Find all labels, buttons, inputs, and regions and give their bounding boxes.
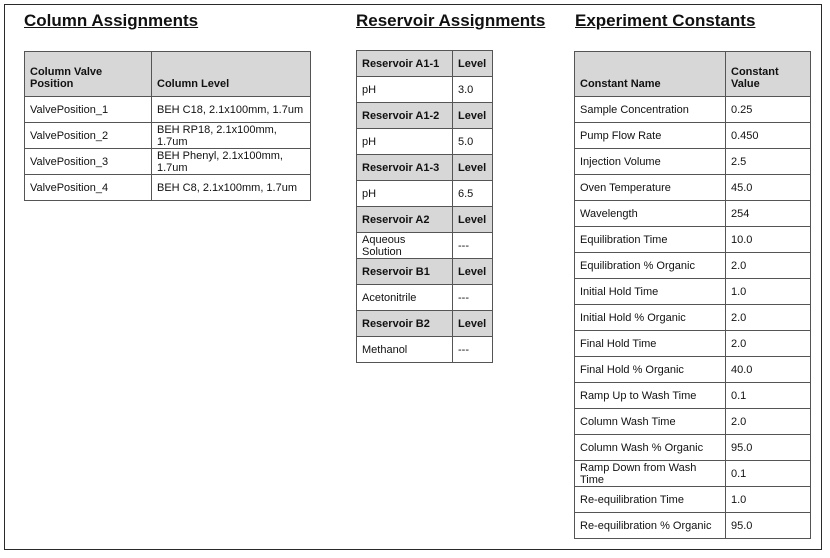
table-row [357,129,493,155]
table-row [575,97,811,123]
table-row [575,487,811,513]
reservoir-assignments-title: Reservoir Assignments [356,11,546,30]
reservoir-item-cell: Methanol [357,337,453,363]
table-row [357,233,493,259]
constant-value-cell: 0.1 [726,461,811,487]
table-row [357,181,493,207]
reservoir-header-row [357,155,493,181]
column-header: Column Level [152,52,311,97]
table-header-row [575,52,811,97]
constant-value-cell: 95.0 [726,513,811,539]
reservoir-name-header: Reservoir B1 [357,259,453,285]
constant-value-cell: 1.0 [726,487,811,513]
level-header: Level [453,207,493,233]
column-header: Column Valve Position [25,52,152,97]
reservoir-name-header: Reservoir A2 [357,207,453,233]
constant-name-cell: Ramp Up to Wash Time [575,383,726,409]
constant-value-cell: 10.0 [726,227,811,253]
table-row [575,513,811,539]
column-level-cell: BEH Phenyl, 2.1x100mm, 1.7um [152,149,311,175]
constant-value-cell: 0.1 [726,383,811,409]
reservoir-assignments-table [356,50,493,363]
constant-value-cell: 0.25 [726,97,811,123]
table-row [575,201,811,227]
table-row [25,123,311,149]
constant-name-cell: Equilibration Time [575,227,726,253]
reservoir-level-cell: 6.5 [453,181,493,207]
table-row [575,461,811,487]
experiment-constants-title: Experiment Constants [575,11,756,30]
reservoir-level-cell: --- [453,233,493,259]
reservoir-header-row [357,259,493,285]
table-row [575,357,811,383]
reservoir-item-cell: pH [357,77,453,103]
table-row [575,123,811,149]
reservoir-header-row [357,207,493,233]
reservoir-name-header: Reservoir A1-2 [357,103,453,129]
constant-value-cell: 95.0 [726,435,811,461]
table-row [575,279,811,305]
valve-position-cell: ValvePosition_1 [25,97,152,123]
constant-name-cell: Oven Temperature [575,175,726,201]
column-level-cell: BEH C8, 2.1x100mm, 1.7um [152,175,311,201]
table-row [25,175,311,201]
constant-name-cell: Wavelength [575,201,726,227]
constant-value-cell: 2.0 [726,253,811,279]
level-header: Level [453,311,493,337]
table-row [575,383,811,409]
column-assignments-title: Column Assignments [24,11,199,30]
constant-name-cell: Equilibration % Organic [575,253,726,279]
experiment-constants-table [574,51,811,539]
constant-name-cell: Pump Flow Rate [575,123,726,149]
table-row [575,227,811,253]
constant-value-cell: 2.0 [726,305,811,331]
table-row [575,331,811,357]
constant-value-cell: 40.0 [726,357,811,383]
constant-name-cell: Initial Hold Time [575,279,726,305]
reservoir-name-header: Reservoir B2 [357,311,453,337]
valve-position-cell: ValvePosition_3 [25,149,152,175]
reservoir-name-header: Reservoir A1-3 [357,155,453,181]
table-row [575,175,811,201]
reservoir-header-row [357,103,493,129]
table-row [575,149,811,175]
table-row [357,77,493,103]
constant-name-cell: Re-equilibration Time [575,487,726,513]
table-row [575,409,811,435]
reservoir-header-row [357,51,493,77]
constant-name-cell: Column Wash Time [575,409,726,435]
constant-value-cell: 1.0 [726,279,811,305]
reservoir-header-row [357,311,493,337]
table-header-row [25,52,311,97]
column-assignments-table [24,51,311,201]
reservoir-item-cell: pH [357,181,453,207]
constant-value-cell: 45.0 [726,175,811,201]
level-header: Level [453,155,493,181]
reservoir-level-cell: --- [453,285,493,311]
constant-name-cell: Ramp Down from Wash Time [575,461,726,487]
constant-name-cell: Column Wash % Organic [575,435,726,461]
constant-value-cell: 254 [726,201,811,227]
constant-name-header: Constant Name [575,52,726,97]
column-level-cell: BEH RP18, 2.1x100mm, 1.7um [152,123,311,149]
reservoir-item-cell: Acetonitrile [357,285,453,311]
reservoir-level-cell: --- [453,337,493,363]
level-header: Level [453,259,493,285]
table-row [575,253,811,279]
reservoir-name-header: Reservoir A1-1 [357,51,453,77]
level-header: Level [453,103,493,129]
reservoir-item-cell: pH [357,129,453,155]
constant-name-cell: Final Hold % Organic [575,357,726,383]
table-row [357,337,493,363]
constant-name-cell: Initial Hold % Organic [575,305,726,331]
table-row [357,285,493,311]
constant-name-cell: Final Hold Time [575,331,726,357]
constant-value-header: Constant Value [726,52,811,97]
valve-position-cell: ValvePosition_2 [25,123,152,149]
table-row [25,149,311,175]
constant-value-cell: 2.5 [726,149,811,175]
table-row [575,305,811,331]
constant-value-cell: 2.0 [726,409,811,435]
reservoir-level-cell: 5.0 [453,129,493,155]
table-row [25,97,311,123]
constant-value-cell: 0.450 [726,123,811,149]
valve-position-cell: ValvePosition_4 [25,175,152,201]
reservoir-item-cell: Aqueous Solution [357,233,453,259]
constant-name-cell: Injection Volume [575,149,726,175]
column-level-cell: BEH C18, 2.1x100mm, 1.7um [152,97,311,123]
constant-name-cell: Sample Concentration [575,97,726,123]
reservoir-level-cell: 3.0 [453,77,493,103]
table-row [575,435,811,461]
constant-value-cell: 2.0 [726,331,811,357]
constant-name-cell: Re-equilibration % Organic [575,513,726,539]
level-header: Level [453,51,493,77]
